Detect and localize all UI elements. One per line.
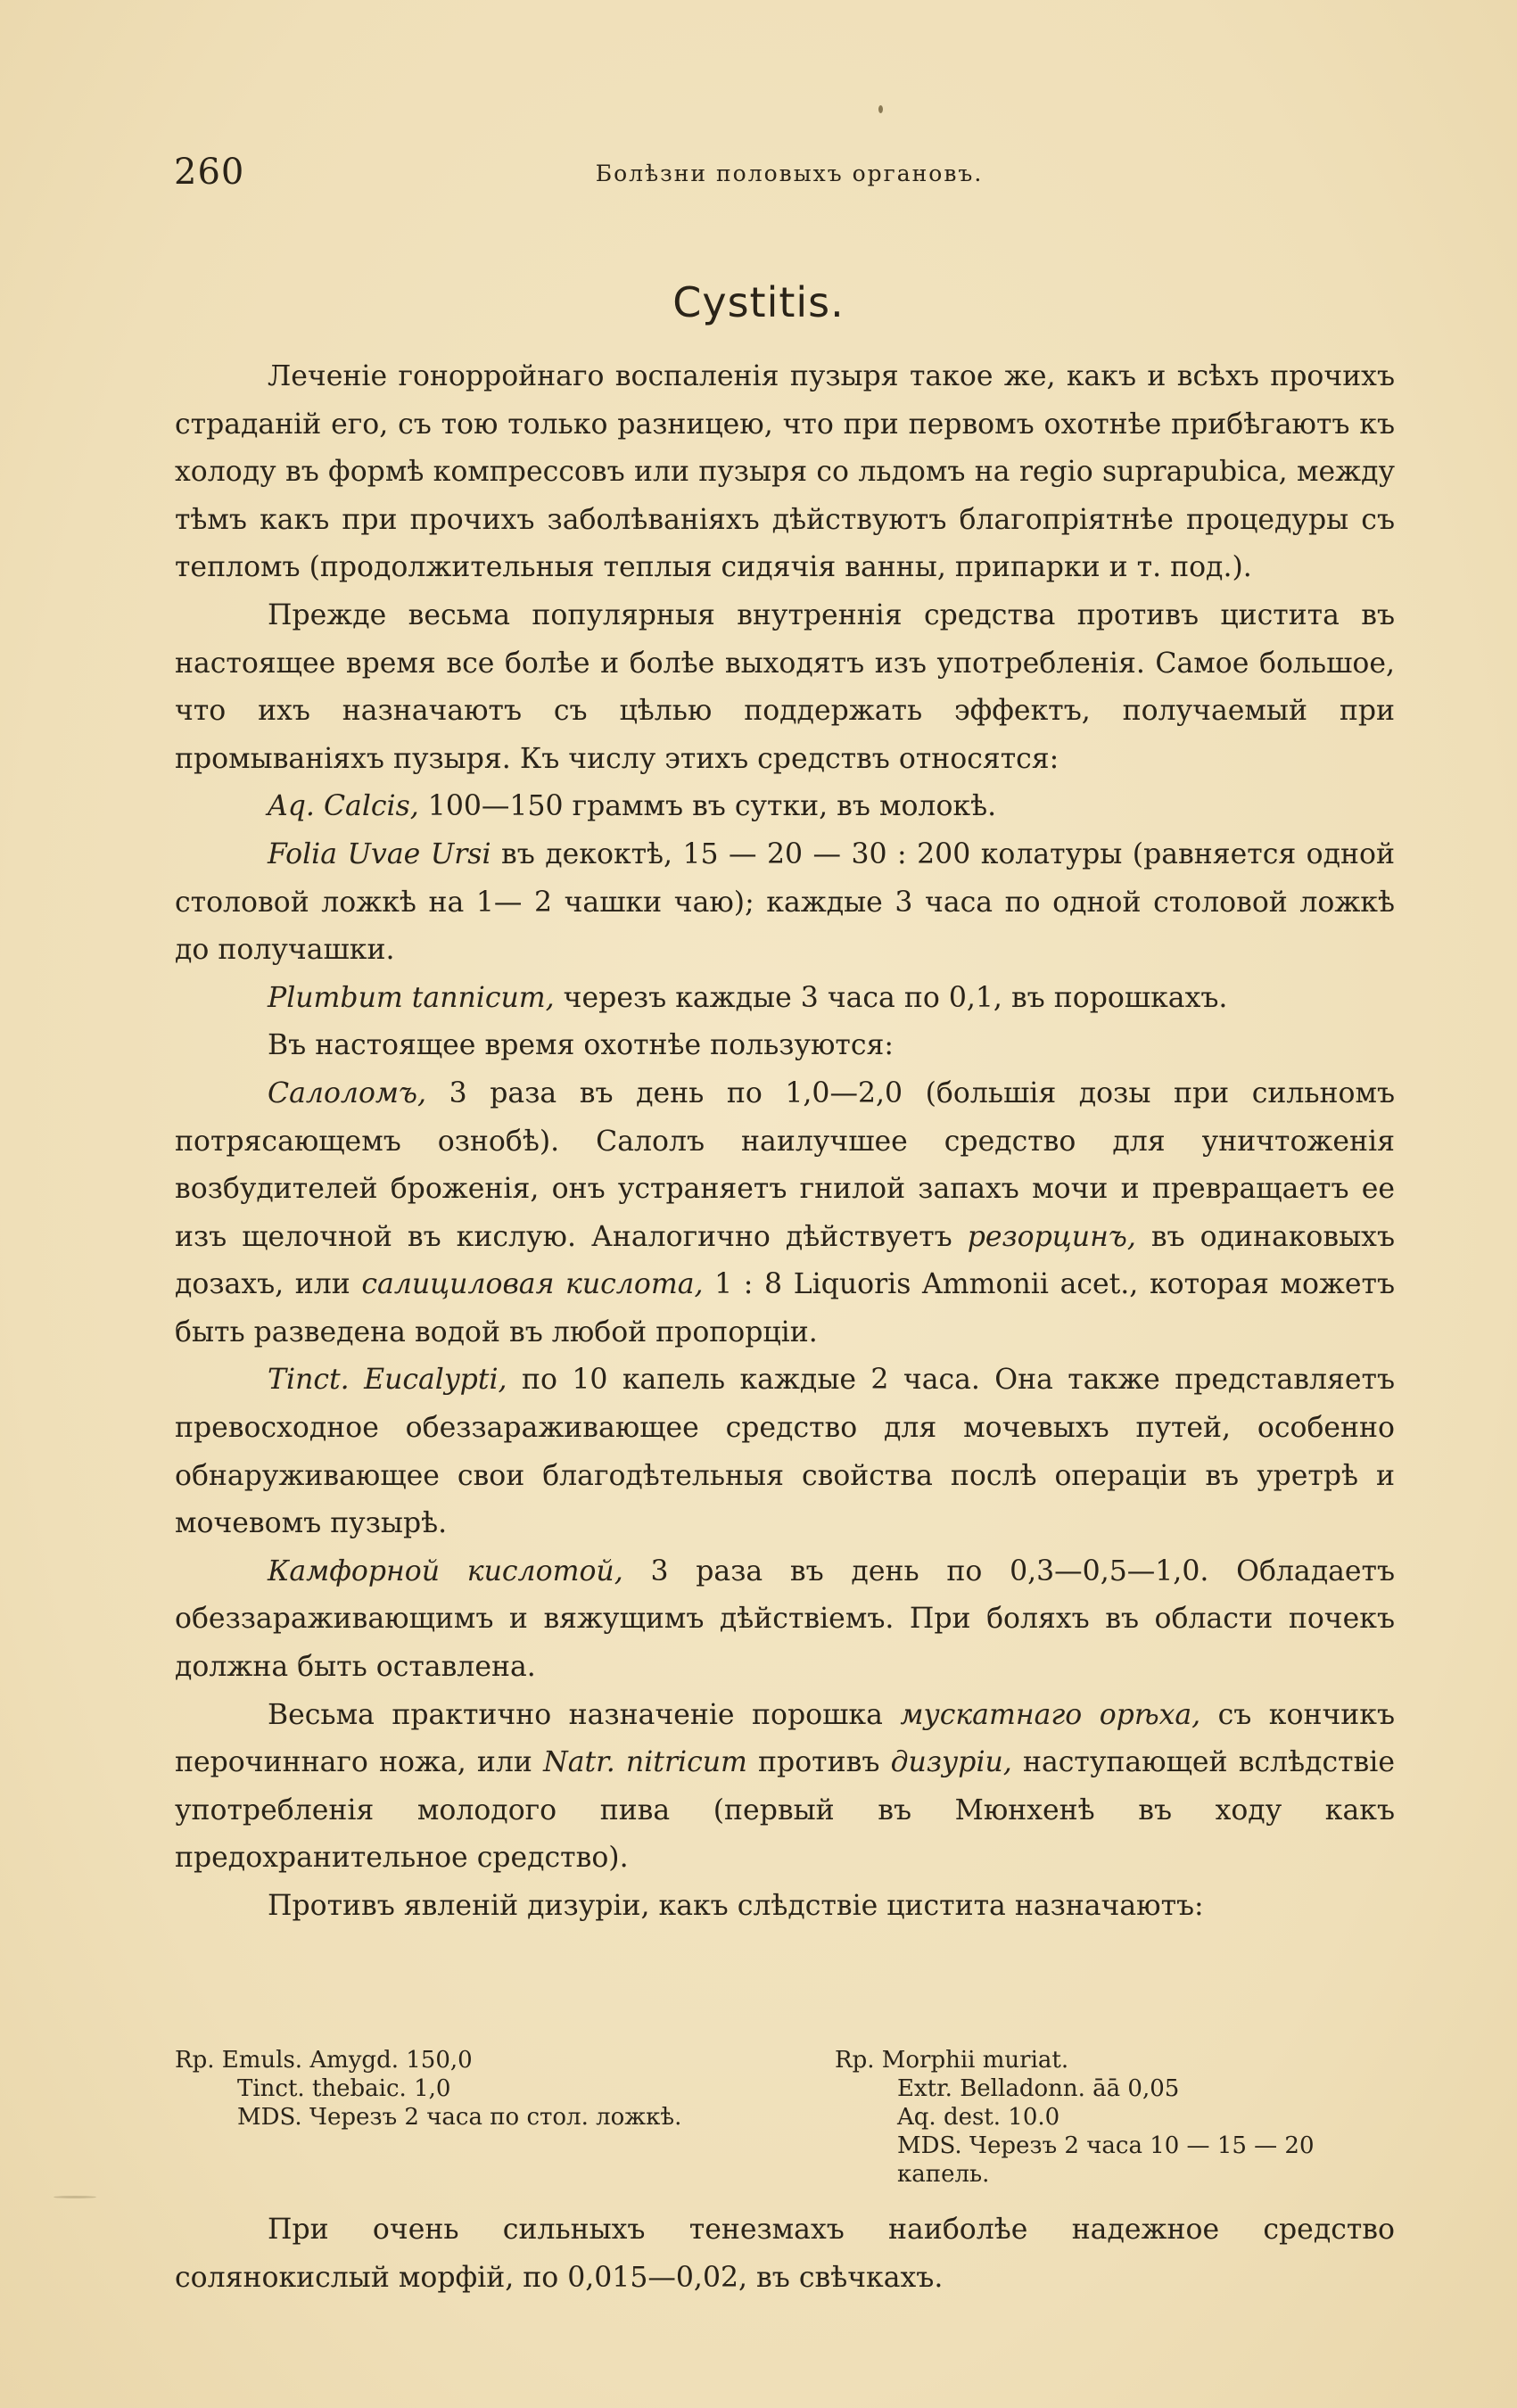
- paragraph-text: 1 : 8 Liquoris Ammonii acet., которая можетъ быть разведена водой въ любой пропорціи.: [175, 1268, 1395, 1348]
- paragraph: [175, 1357, 1395, 1547]
- paragraph: [175, 975, 1395, 1023]
- paragraph-text: наступающей вслѣдствіе употребленія молодого пива (первый въ Мюнхенѣ въ ходу какъ предохранительное средство).: [175, 1746, 1395, 1875]
- running-title: Болѣзни половыхъ органовъ.: [595, 161, 984, 186]
- prescription-line: Rp. Morphii muriat.: [835, 2047, 1069, 2074]
- prescription-line: капель.: [897, 2161, 990, 2188]
- paragraph: [175, 1548, 1395, 1692]
- paragraph-text: 100—150 граммъ въ сутки, въ молокѣ.: [418, 790, 997, 823]
- prescriptions: [175, 2046, 1395, 2215]
- paragraph: Прежде весьма популярныя внутреннія средства противъ цистита въ настоящее время все болѣе и болѣе выходятъ изъ употребленія. Самое большое, что ихъ назначаютъ съ цѣлью поддержать эффектъ, получаемый при промываніяхъ пузыря. Къ числу этихъ средствъ относятся:: [175, 598, 1395, 775]
- paragraph: [175, 831, 1395, 975]
- prescription-line: MDS. Черезъ 2 часа 10 — 15 — 20: [897, 2132, 1315, 2159]
- paragraph: Леченіе гонорройнаго воспаленія пузыря такое же, какъ и всѣхъ прочихъ страданій его, съ тою только разницею, что при первомъ охотнѣе прибѣгаютъ къ холоду въ формѣ компрессовъ или пузыря со льдомъ на regio suprapubica, между тѣмъ какъ при прочихъ заболѣваніяхъ дѣйствуютъ благопріятнѣе процедуры съ тепломъ (продолжительныя теплыя сидячія ванны, припарки и т. под.).: [175, 360, 1395, 584]
- paragraph-text: 3 раза въ день по 0,3—0,5—1,0. Обладаетъ обеззараживающимъ и вяжущимъ дѣйствіемъ. При боляхъ въ области почекъ должна быть оставлена.: [175, 1554, 1395, 1684]
- prescription-line: Extr. Belladonn. āā 0,05: [897, 2075, 1180, 2102]
- remedy-name: резорцинъ,: [967, 1220, 1136, 1253]
- paragraph-text: 3 раза въ день по 1,0—2,0 (большія дозы при сильномъ потрясающемъ ознобѣ). Салолъ наилучшее средство для уничтоженія возбудителей броженія, онъ устраняетъ гнилой запахъ мочи и превращаетъ ее изъ щелочной въ кислую. Аналогично дѣйствуетъ: [175, 1076, 1395, 1253]
- remedy-name: Plumbum tannicum,: [268, 981, 555, 1014]
- paragraph-text: черезъ каждые 3 часа по 0,1, въ порошкахъ.: [554, 981, 1228, 1014]
- body-text: [175, 353, 1395, 1931]
- paper-speck: [878, 105, 883, 113]
- remedy-name: Aq. Calcis,: [268, 790, 419, 823]
- paragraph: Въ настоящее время охотнѣе пользуются:: [268, 1029, 894, 1062]
- remedy-name: Natr. nitricum: [543, 1746, 747, 1779]
- paragraph-text: съ кончикъ перочиннаго ножа, или: [175, 1698, 1396, 1779]
- paragraph-text: по 10 капель каждые 2 часа. Она также представляетъ превосходное обеззараживающее средство для мочевыхъ путей, особенно обнаруживающее свои благодѣтельныя свойства послѣ операціи въ уретрѣ и мочевомъ пузырѣ.: [175, 1364, 1395, 1540]
- remedy-name: Камфорной кислотой,: [268, 1554, 623, 1587]
- remedy-name: дизуріи,: [890, 1746, 1012, 1779]
- prescription-right: [835, 2046, 1406, 2189]
- paragraph: При очень сильныхъ тенезмахъ наиболѣе надежное средство солянокислый морфій, по 0,015—0,02, въ свѣчкахъ.: [175, 2214, 1395, 2294]
- section-title: Cystitis.: [672, 278, 845, 326]
- paragraph-text: въ декоктѣ, 15 — 20 — 30 : 200 колатуры (равняется одной столовой ложкѣ на 1— 2 чашки чаю); каждые 3 часа по одной столовой ложкѣ до получашки.: [175, 837, 1395, 967]
- closing-text: [175, 2206, 1395, 2302]
- page-number: 260: [174, 152, 245, 193]
- prescription-line: Rp. Emuls. Amygd. 150,0: [175, 2047, 473, 2074]
- prescription-left: [175, 2046, 799, 2132]
- remedy-name: Салоломъ,: [268, 1076, 427, 1109]
- prescription-line: Tinct. thebaic. 1,0: [237, 2075, 451, 2102]
- remedy-name: Folia Uvae Ursi: [268, 837, 491, 870]
- prescription-line: MDS. Черезъ 2 часа по стол. ложкѣ.: [237, 2104, 682, 2131]
- running-head: [174, 152, 1333, 205]
- paragraph: [175, 1070, 1395, 1357]
- paragraph: Противъ явленій дизуріи, какъ слѣдствіе цистита назначаютъ:: [268, 1890, 1204, 1922]
- paragraph: [175, 1692, 1395, 1883]
- paragraph-text: противъ: [746, 1746, 891, 1779]
- remedy-name: мускатнаго орѣха,: [900, 1698, 1201, 1731]
- remedy-name: салициловая кислота,: [361, 1268, 704, 1301]
- paragraph-text: въ одинаковыхъ дозахъ, или: [175, 1220, 1395, 1301]
- remedy-name: Tinct. Eucalypti,: [268, 1364, 507, 1397]
- paragraph-text: Весьма практично назначеніе порошка: [268, 1698, 901, 1731]
- prescription-line: Aq. dest. 10.0: [897, 2104, 1060, 2131]
- paragraph: [175, 783, 1395, 831]
- paper-speck: [54, 2196, 96, 2198]
